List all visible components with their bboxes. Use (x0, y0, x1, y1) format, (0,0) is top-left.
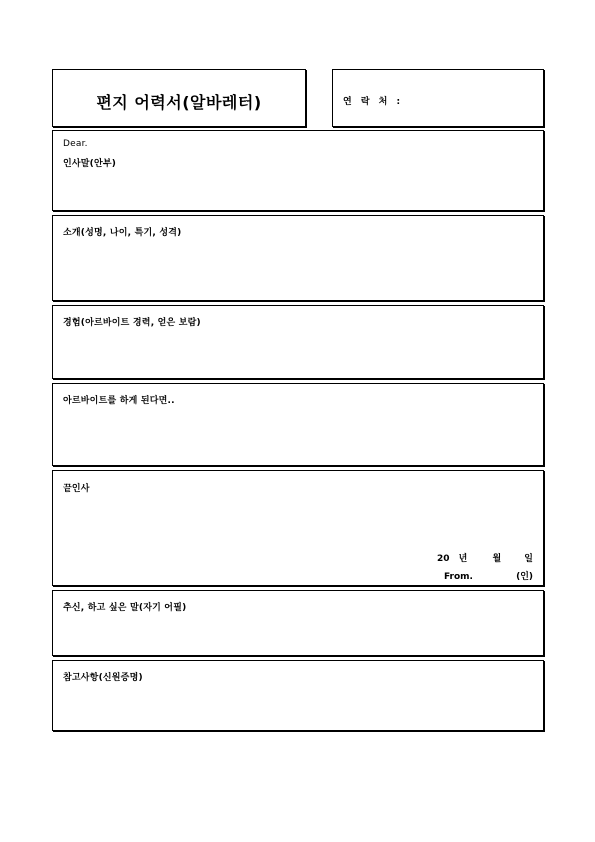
postscript-section[interactable] (52, 590, 544, 656)
intro-label: 소개(성명, 나이, 특기, 성격) (63, 228, 182, 238)
experience-section[interactable] (52, 305, 544, 379)
notes-label: 참고사항(신원증명) (63, 673, 143, 683)
intro-section[interactable] (52, 215, 544, 301)
contact-box[interactable] (332, 69, 544, 127)
postscript-label: 추신, 하고 싶은 말(자기 어필) (63, 603, 187, 613)
dear-label: Dear. (63, 139, 88, 149)
greeting-section[interactable] (52, 130, 544, 211)
year-unit: 년 (458, 554, 468, 564)
closing-label: 끝인사 (63, 484, 90, 494)
day-unit: 일 (524, 554, 533, 564)
date-row (437, 551, 533, 564)
if-hired-section[interactable] (52, 383, 544, 466)
year-prefix: 20 (436, 554, 450, 564)
contact-label: 연 락 처 : (343, 97, 404, 107)
document-title: 편지 어력서(알바레터) (96, 93, 262, 112)
month-unit: 월 (492, 554, 502, 564)
from-label: From. (443, 572, 473, 582)
closing-section[interactable] (52, 470, 544, 586)
seal-mark: (인) (516, 572, 533, 582)
greeting-label: 인사말(안부) (63, 159, 117, 169)
if-hired-label: 아르바이트를 하게 된다면.. (63, 396, 175, 406)
from-row (444, 569, 533, 582)
experience-label: 경험(아르바이트 경력, 얻은 보람) (63, 318, 201, 328)
notes-section[interactable] (52, 660, 544, 731)
title-box (52, 69, 306, 127)
